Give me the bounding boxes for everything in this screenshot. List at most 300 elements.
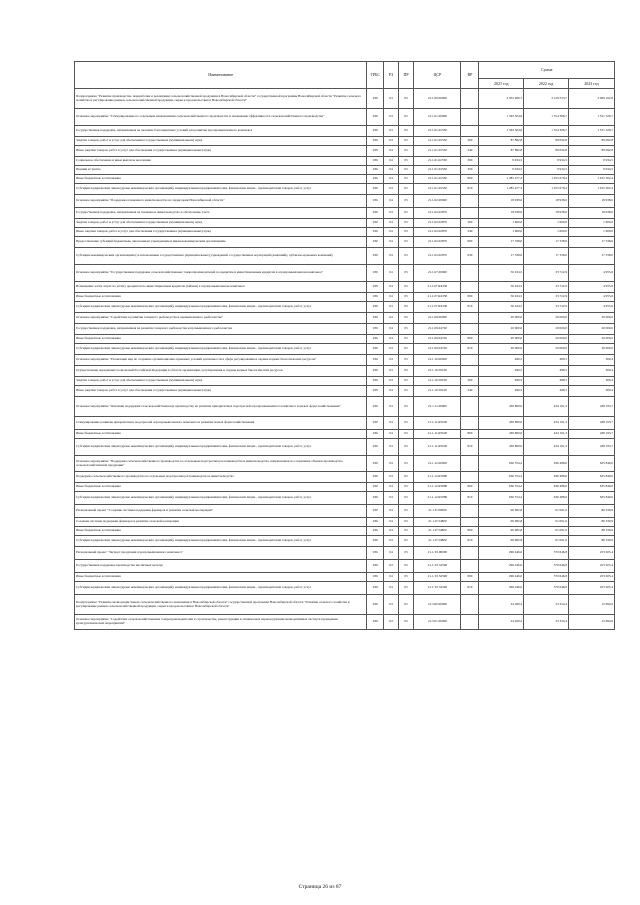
cell-y2023: 86 330,9 — [568, 527, 614, 536]
cell-name: Субсидии юридическим лицам (кроме некоммерческих организаций), индивидуальным предпринимателям, физическим лицам - производителям товаров, работ, услуг — [75, 536, 367, 547]
cell-y2021: 1 285 477,3 — [479, 175, 524, 184]
cell-y2023: 86 330,9 — [568, 536, 614, 547]
cell-pr: 05 — [398, 89, 414, 109]
cell-vr: 810 — [461, 582, 479, 595]
cell-pr: 05 — [398, 505, 414, 518]
cell-csr: 21.1.02.02870 — [414, 237, 461, 248]
cell-y2021: 636 554,2 — [479, 483, 524, 492]
cell-grbs: 036 — [367, 505, 384, 518]
cell-csr: 21.1.10.59100 — [414, 366, 461, 377]
cell-name: Социальное обеспечение и иные выплаты населению — [75, 157, 367, 166]
cell-vr: 240 — [461, 228, 479, 237]
cell-pr: 05 — [398, 417, 414, 430]
cell-pr: 05 — [398, 282, 414, 293]
cell-vr: 800 — [461, 430, 479, 439]
cell-y2021: 20 000,0 — [479, 324, 524, 335]
cell-csr: 21.1.01.00000 — [414, 109, 461, 126]
cell-y2022: 636 488,6 — [524, 456, 569, 472]
header-csr: ЦСР — [414, 62, 461, 89]
cell-vr: 810 — [461, 184, 479, 195]
cell-name: Иные закупки товаров, работ и услуг для обеспечения государственных (муниципальных) нужд — [75, 146, 367, 157]
cell-y2022: 17 338,0 — [524, 248, 569, 265]
cell-vr — [461, 595, 479, 615]
cell-y2023: 438 193,7 — [568, 439, 614, 456]
cell-y2021: 1 563 504,6 — [479, 126, 524, 137]
cell-name: Субсидии некоммерческим организациям (за исключением государственных (муниципальных) учреждений, государственных корпораций (компаний), публично-правовых компаний) — [75, 248, 367, 265]
cell-y2022: 33 722,9 — [524, 282, 569, 293]
cell-vr — [461, 109, 479, 126]
cell-rz: 04 — [384, 248, 399, 265]
cell-grbs: 036 — [367, 302, 384, 313]
cell-y2022: 480,5 — [524, 355, 569, 366]
cell-grbs: 036 — [367, 439, 384, 456]
cell-rz: 04 — [384, 582, 399, 595]
cell-rz: 04 — [384, 137, 399, 146]
cell-vr — [461, 366, 479, 377]
cell-y2022: 61 061,0 — [524, 518, 569, 527]
cell-y2023: 3 009 162,8 — [568, 89, 614, 109]
cell-vr — [461, 472, 479, 483]
cell-grbs: 036 — [367, 377, 384, 386]
cell-vr: 810 — [461, 302, 479, 313]
header-vr: ВР — [461, 62, 479, 89]
cell-csr: 21.1.12.R5080 — [414, 483, 461, 492]
table-body — [75, 89, 615, 630]
cell-pr: 05 — [398, 430, 414, 439]
cell-y2022: 370 646,8 — [524, 582, 569, 595]
cell-grbs: 036 — [367, 228, 384, 237]
table-row — [75, 184, 615, 195]
cell-y2021: 50 434,5 — [479, 265, 524, 282]
cell-grbs: 036 — [367, 518, 384, 527]
cell-y2023: 4 955,6 — [568, 302, 614, 313]
cell-vr — [461, 547, 479, 560]
cell-vr — [461, 456, 479, 472]
cell-pr: 05 — [398, 293, 414, 302]
cell-rz: 04 — [384, 439, 399, 456]
cell-vr — [461, 282, 479, 293]
cell-grbs: 036 — [367, 386, 384, 397]
cell-csr: 21.3.01.00000 — [414, 615, 461, 630]
cell-pr: 05 — [398, 109, 414, 126]
cell-rz: 04 — [384, 109, 399, 126]
cell-y2023: 17 338,0 — [568, 248, 614, 265]
cell-y2022: 3 129 553,7 — [524, 89, 569, 109]
cell-y2023: 253 205,4 — [568, 560, 614, 573]
cell-rz: 04 — [384, 518, 399, 527]
cell-y2023: 1 452 302,4 — [568, 184, 614, 195]
cell-pr: 05 — [398, 146, 414, 157]
cell-y2023: 253 205,4 — [568, 547, 614, 560]
cell-vr: 630 — [461, 248, 479, 265]
cell-pr: 05 — [398, 335, 414, 344]
cell-grbs: 036 — [367, 344, 384, 355]
cell-name: Субсидии юридическим лицам (кроме некоммерческих организаций), индивидуальным предпринимателям, физическим лицам - производителям товаров, работ, услуг — [75, 184, 367, 195]
cell-name: Иные бюджетные ассигнования — [75, 335, 367, 344]
cell-name: Поддержка сельскохозяйственного производства по отдельным подотраслям растениеводства и животноводства — [75, 472, 367, 483]
cell-y2021: 18 938,0 — [479, 195, 524, 208]
cell-vr: 810 — [461, 439, 479, 456]
cell-name: Подпрограмма "Развитие мелиорации земель сельскохозяйственного назначения в Новосибирской области" государственной программы Новосибирской области "Развитие сельского хозяйства и регулирование рынков сельскохозяйственной продукции, сырья и продовольствия в Новосибирской области" — [75, 595, 367, 615]
cell-y2021: 1 563 504,6 — [479, 109, 524, 126]
cell-y2023: 89 092,8 — [568, 146, 614, 157]
cell-y2022: 1 455 679,4 — [524, 175, 569, 184]
cell-y2023: 438 193,7 — [568, 397, 614, 417]
cell-name: Основное мероприятие "Оказание поддержки сельскохозяйственному производству на развитие приоритетных подотраслей агропромышленного комплекса и малых форм хозяйствования" — [75, 397, 367, 417]
cell-grbs: 036 — [367, 397, 384, 417]
cell-name: Иные бюджетные ассигнования — [75, 430, 367, 439]
cell-pr: 05 — [398, 313, 414, 324]
cell-y2021: 90 082,8 — [479, 536, 524, 547]
cell-y2021: 17 338,0 — [479, 248, 524, 265]
cell-grbs: 036 — [367, 126, 384, 137]
cell-y2023: 1 600,0 — [568, 228, 614, 237]
cell-vr — [461, 397, 479, 417]
cell-name: Государственная поддержка, направленная на племенное животноводство и обеспечение учета — [75, 208, 367, 219]
cell-vr: 800 — [461, 527, 479, 536]
cell-y2021: 2 935 969,7 — [479, 89, 524, 109]
cell-rz: 04 — [384, 536, 399, 547]
cell-grbs: 036 — [367, 456, 384, 472]
cell-grbs: 036 — [367, 527, 384, 536]
cell-grbs: 036 — [367, 137, 384, 146]
cell-vr: 200 — [461, 137, 479, 146]
cell-y2023: 253 205,4 — [568, 582, 614, 595]
table-row — [75, 527, 615, 536]
cell-pr: 05 — [398, 265, 414, 282]
cell-grbs: 036 — [367, 472, 384, 483]
cell-rz: 04 — [384, 430, 399, 439]
cell-rz: 04 — [384, 397, 399, 417]
cell-vr: 800 — [461, 335, 479, 344]
cell-y2022: 20 000,0 — [524, 313, 569, 324]
table-row — [75, 595, 615, 615]
table-row — [75, 146, 615, 157]
cell-y2021: 24 269,2 — [479, 615, 524, 630]
cell-y2021: 490,5 — [479, 366, 524, 377]
cell-csr: 21.1.T2.52590 — [414, 582, 461, 595]
cell-y2022: 61 061,0 — [524, 505, 569, 518]
table-row — [75, 344, 615, 355]
table-row — [75, 237, 615, 248]
cell-y2023: 89 092,8 — [568, 137, 614, 146]
cell-rz: 04 — [384, 265, 399, 282]
cell-grbs: 036 — [367, 417, 384, 430]
cell-csr: 21.1.09.04720 — [414, 335, 461, 344]
table-row — [75, 582, 615, 595]
table-row — [75, 89, 615, 109]
cell-csr: 21.1.02.02870 — [414, 219, 461, 228]
cell-pr: 05 — [398, 595, 414, 615]
table-row — [75, 547, 615, 560]
cell-y2022: 9 934,5 — [524, 157, 569, 166]
cell-y2023: 20 000,0 — [568, 313, 614, 324]
cell-csr: 21.1.00.00000 — [414, 89, 461, 109]
cell-vr: 810 — [461, 344, 479, 355]
cell-rz: 04 — [384, 355, 399, 366]
cell-name: Стимулирование развития приоритетных подотраслей агропромышленного комплекса и развитие малых форм хозяйствования — [75, 417, 367, 430]
cell-y2022: 1 600,0 — [524, 228, 569, 237]
cell-csr: 21.1.02.02870 — [414, 208, 461, 219]
cell-csr: 21.1.07.R4330 — [414, 282, 461, 293]
table-row — [75, 366, 615, 377]
cell-vr — [461, 417, 479, 430]
cell-rz: 04 — [384, 166, 399, 175]
cell-vr — [461, 313, 479, 324]
cell-vr — [461, 505, 479, 518]
cell-y2022: 636 488,6 — [524, 483, 569, 492]
cell-y2023: 1 551 329,7 — [568, 109, 614, 126]
cell-name: Иные бюджетные ассигнования — [75, 483, 367, 492]
cell-y2021: 50 434,5 — [479, 293, 524, 302]
table-row — [75, 456, 615, 472]
cell-y2023: 438 193,7 — [568, 430, 614, 439]
cell-y2023: 253 205,4 — [568, 573, 614, 582]
cell-name: Иные бюджетные ассигнования — [75, 293, 367, 302]
cell-y2022: 61 061,0 — [524, 536, 569, 547]
cell-pr: 05 — [398, 219, 414, 228]
cell-pr: 05 — [398, 237, 414, 248]
cell-y2023: 360,4 — [568, 366, 614, 377]
cell-name: Основное мероприятие "Стимулирование по отдельным направлениям сельскохозяйственного производства и повышение эффективности сельскохозяйственного производства" — [75, 109, 367, 126]
cell-csr: 21.1.01.02530 — [414, 175, 461, 184]
cell-vr: 810 — [461, 492, 479, 505]
table-row — [75, 439, 615, 456]
cell-y2023: 4 955,6 — [568, 265, 614, 282]
cell-rz: 04 — [384, 302, 399, 313]
cell-csr: 21.1.02.00000 — [414, 195, 461, 208]
cell-pr: 05 — [398, 126, 414, 137]
cell-pr: 05 — [398, 527, 414, 536]
cell-vr: 800 — [461, 573, 479, 582]
cell-pr: 05 — [398, 472, 414, 483]
cell-vr — [461, 355, 479, 366]
cell-csr: 21.1.07.R4330 — [414, 302, 461, 313]
cell-y2022: 33 722,9 — [524, 293, 569, 302]
cell-rz: 04 — [384, 293, 399, 302]
cell-vr: 350 — [461, 166, 479, 175]
cell-rz: 04 — [384, 560, 399, 573]
cell-y2022: 636 488,6 — [524, 492, 569, 505]
table-row — [75, 293, 615, 302]
cell-csr: 21.1.T2.52590 — [414, 573, 461, 582]
cell-y2022: 33 722,9 — [524, 265, 569, 282]
cell-y2023: 1 452 302,4 — [568, 175, 614, 184]
cell-vr: 600 — [461, 237, 479, 248]
cell-pr: 05 — [398, 377, 414, 386]
cell-rz: 04 — [384, 237, 399, 248]
cell-rz: 04 — [384, 282, 399, 293]
cell-y2022: 434 191,3 — [524, 397, 569, 417]
cell-y2023: 18 938,0 — [568, 208, 614, 219]
cell-csr: 21.1.10.59100 — [414, 386, 461, 397]
cell-y2023: 20 000,0 — [568, 344, 614, 355]
cell-y2022: 18 938,0 — [524, 208, 569, 219]
cell-y2021: 490,5 — [479, 355, 524, 366]
cell-y2022: 20 000,0 — [524, 324, 569, 335]
cell-y2021: 296 446,0 — [479, 582, 524, 595]
cell-y2021: 490,5 — [479, 386, 524, 397]
cell-y2021: 17 338,0 — [479, 237, 524, 248]
cell-name: Иные бюджетные ассигнования — [75, 175, 367, 184]
cell-pr: 05 — [398, 397, 414, 417]
cell-y2022: 9 934,5 — [524, 166, 569, 175]
cell-y2022: 370 646,8 — [524, 573, 569, 582]
cell-name: Основное мероприятие "Содействие сельскохозяйственным товаропроизводителям в строительстве, реконструкции и техническом перевооружении мелиоративных систем и проведении культуртехнических мероприятий" — [75, 615, 367, 630]
cell-y2023: 438 193,7 — [568, 417, 614, 430]
cell-grbs: 036 — [367, 324, 384, 335]
cell-name: Осуществление переданных полномочий Российской Федерации в области организации, регулирования и охраны водных биологических ресурсов — [75, 366, 367, 377]
cell-vr — [461, 265, 479, 282]
cell-csr: 21.1.I7.00000 — [414, 505, 461, 518]
cell-name: Основное мероприятие "Реализация мер по созданию организационно-правовых условий деятельности в сфере регулирования и охраны водных биологических ресурсов" — [75, 355, 367, 366]
cell-name: Государственная поддержка производства масличных культур — [75, 560, 367, 573]
cell-y2023: 86 330,9 — [568, 518, 614, 527]
cell-csr: 21.1.01.02530 — [414, 146, 461, 157]
cell-y2022: 17 338,0 — [524, 237, 569, 248]
table-row — [75, 560, 615, 573]
cell-y2022: 18 938,0 — [524, 195, 569, 208]
table-row — [75, 137, 615, 146]
cell-grbs: 036 — [367, 166, 384, 175]
cell-pr: 05 — [398, 456, 414, 472]
cell-y2021: 20 000,0 — [479, 344, 524, 355]
cell-vr: 800 — [461, 483, 479, 492]
cell-rz: 04 — [384, 492, 399, 505]
cell-y2022: 1 554 306,7 — [524, 126, 569, 137]
cell-y2021: 439 809,0 — [479, 430, 524, 439]
header-year-2022: 2022 год — [524, 79, 569, 89]
table-row — [75, 397, 615, 417]
cell-csr: 21.1.12.00000 — [414, 456, 461, 472]
cell-rz: 04 — [384, 573, 399, 582]
cell-rz: 04 — [384, 615, 399, 630]
cell-grbs: 036 — [367, 560, 384, 573]
header-name: Наименование — [75, 62, 367, 89]
cell-y2023: 86 330,9 — [568, 505, 614, 518]
cell-pr: 05 — [398, 518, 414, 527]
cell-rz: 04 — [384, 157, 399, 166]
cell-y2023: 360,4 — [568, 377, 614, 386]
cell-rz: 04 — [384, 89, 399, 109]
cell-y2022: 1 554 306,7 — [524, 109, 569, 126]
cell-y2021: 20 000,0 — [479, 335, 524, 344]
table-row — [75, 335, 615, 344]
cell-rz: 04 — [384, 146, 399, 157]
table-row — [75, 208, 615, 219]
table-row — [75, 483, 615, 492]
cell-pr: 05 — [398, 536, 414, 547]
cell-grbs: 036 — [367, 175, 384, 184]
cell-csr: 21.1.01.02530 — [414, 166, 461, 175]
cell-rz: 04 — [384, 195, 399, 208]
cell-pr: 05 — [398, 157, 414, 166]
cell-vr: 810 — [461, 536, 479, 547]
cell-y2021: 1 600,0 — [479, 219, 524, 228]
cell-csr: 21.1.11.R5020 — [414, 417, 461, 430]
cell-pr: 05 — [398, 582, 414, 595]
cell-rz: 04 — [384, 595, 399, 615]
cell-csr: 21.1.11.00000 — [414, 397, 461, 417]
cell-y2021: 18 938,0 — [479, 208, 524, 219]
cell-y2022: 480,5 — [524, 377, 569, 386]
cell-vr — [461, 126, 479, 137]
cell-rz: 04 — [384, 228, 399, 237]
cell-grbs: 036 — [367, 430, 384, 439]
cell-y2022: 370 646,8 — [524, 547, 569, 560]
cell-y2022: 20 000,0 — [524, 344, 569, 355]
cell-y2023: 635 849,0 — [568, 456, 614, 472]
cell-grbs: 036 — [367, 547, 384, 560]
header-grbs: ГРБС — [367, 62, 384, 89]
cell-name: Создание системы поддержки фермеров и развитие сельской кооперации — [75, 518, 367, 527]
cell-y2021: 24 269,2 — [479, 595, 524, 615]
cell-y2021: 50 434,5 — [479, 302, 524, 313]
cell-grbs: 036 — [367, 157, 384, 166]
cell-grbs: 036 — [367, 146, 384, 157]
cell-vr — [461, 615, 479, 630]
cell-grbs: 036 — [367, 195, 384, 208]
cell-pr: 05 — [398, 386, 414, 397]
cell-vr: 200 — [461, 219, 479, 228]
cell-rz: 04 — [384, 472, 399, 483]
cell-vr — [461, 324, 479, 335]
cell-pr: 05 — [398, 228, 414, 237]
table-row — [75, 377, 615, 386]
cell-y2022: 370 646,8 — [524, 560, 569, 573]
cell-grbs: 036 — [367, 492, 384, 505]
cell-csr: 21.1.I7.54800 — [414, 518, 461, 527]
cell-csr: 21.1.01.02530 — [414, 137, 461, 146]
cell-y2023: 17 338,0 — [568, 237, 614, 248]
table-row — [75, 175, 615, 184]
cell-grbs: 036 — [367, 184, 384, 195]
cell-y2022: 61 061,0 — [524, 527, 569, 536]
cell-rz: 04 — [384, 366, 399, 377]
cell-y2021: 90 082,8 — [479, 527, 524, 536]
cell-vr: 800 — [461, 175, 479, 184]
cell-csr: 21.1.07.R4330 — [414, 293, 461, 302]
cell-pr: 05 — [398, 547, 414, 560]
cell-y2023: 12 694,9 — [568, 595, 614, 615]
cell-y2021: 9 934,5 — [479, 157, 524, 166]
cell-y2021: 636 554,2 — [479, 472, 524, 483]
cell-rz: 04 — [384, 527, 399, 536]
cell-name: Закупка товаров, работ и услуг для обеспечения государственных (муниципальных) нужд — [75, 219, 367, 228]
cell-csr: 21.1.12.R5080 — [414, 492, 461, 505]
cell-rz: 04 — [384, 456, 399, 472]
cell-csr: 21.1.09.00000 — [414, 313, 461, 324]
table-row — [75, 472, 615, 483]
cell-csr: 21.1.I7.54800 — [414, 527, 461, 536]
cell-grbs: 036 — [367, 89, 384, 109]
cell-name: Возмещение части затрат на уплату процентов по инвестиционным кредитам (займам) в агропромышленном комплексе — [75, 282, 367, 293]
cell-vr — [461, 518, 479, 527]
cell-vr: 300 — [461, 157, 479, 166]
cell-y2021: 296 446,0 — [479, 573, 524, 582]
cell-csr: 21.1.I7.54800 — [414, 536, 461, 547]
cell-csr: 21.1.11.R5020 — [414, 439, 461, 456]
cell-name: Подпрограмма "Развитие производства, переработки и реализации сельскохозяйственной продукции в Новосибирской области" государственной программы Новосибирской области "Развитие сельского хозяйства и регулирование рынков сельскохозяйственной продукции, сырья и продовольствия в Новосибирской области" — [75, 89, 367, 109]
header-pr: ПР — [398, 62, 414, 89]
cell-name: Основное мероприятие "Содействие в развитии товарного рыбоводства и промышленного рыболовства" — [75, 313, 367, 324]
table-row — [75, 302, 615, 313]
cell-csr: 21.1.10.00000 — [414, 355, 461, 366]
cell-y2023: 4 955,6 — [568, 293, 614, 302]
table-row — [75, 386, 615, 397]
cell-y2022: 23 324,4 — [524, 615, 569, 630]
cell-grbs: 036 — [367, 355, 384, 366]
